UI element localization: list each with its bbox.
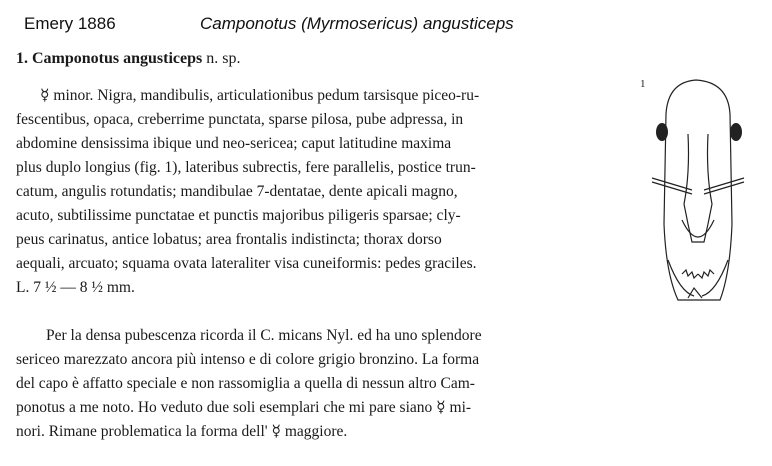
description-line: L. 7 ½ — 8 ½ mm. [16, 279, 135, 296]
description-line: plus duplo longius (fig. 1), lateribus subrectis, fere parallelis, postice trun- [16, 159, 476, 176]
description-line: acuto, subtilissime punctatae et punctis majoribus piligeris sparsae; cly- [16, 207, 461, 224]
description-line: peus carinatus, antice lobatus; area frontalis indistincta; thorax dorso [16, 231, 442, 248]
description-line: catum, angulis rotundatis; mandibulae 7-dentatae, dente apicali magno, [16, 183, 458, 200]
header-taxon: Camponotus (Myrmosericus) angusticeps [200, 14, 514, 33]
description-line: abdomine densissima ibique und neo-sericea; caput latitudine maxima [16, 135, 452, 152]
commentary-line: ponotus a me noto. Ho veduto due soli esemplari che mi pare siano ☿ mi- [16, 399, 472, 416]
description-line: fescentibus, opaca, creberrime punctata, sparse pilosa, pube adpressa, in [16, 111, 464, 128]
commentary-line: nori. Rimane problematica la forma dell' ☿ maggiore. [16, 423, 348, 440]
species-number: 1. [16, 50, 28, 67]
description-line: ☿ minor. Nigra, mandibulis, articulationibus pedum tarsisque piceo-ru- [40, 87, 480, 104]
description-line: aequali, arcuato; squama ovata lateraliter visa cuneiformis: pedes graciles. [16, 255, 477, 272]
species-suffix: n. sp. [206, 50, 241, 67]
figure-label: 1 [640, 78, 646, 90]
commentary-line: sericeo marezzato ancora più intenso e di colore grigio bronzino. La forma [16, 351, 480, 368]
species-heading [16, 50, 241, 68]
header-author-year: Emery 1886 [24, 14, 116, 33]
commentary-line: Per la densa pubescenza ricorda il C. micans Nyl. ed ha uno splendore [46, 327, 482, 344]
commentary-line: del capo è affatto speciale e non rassomiglia a quella di nessun altro Cam- [16, 375, 475, 392]
species-name: Camponotus angusticeps [32, 50, 203, 67]
ant-head-drawing-icon [632, 74, 762, 310]
